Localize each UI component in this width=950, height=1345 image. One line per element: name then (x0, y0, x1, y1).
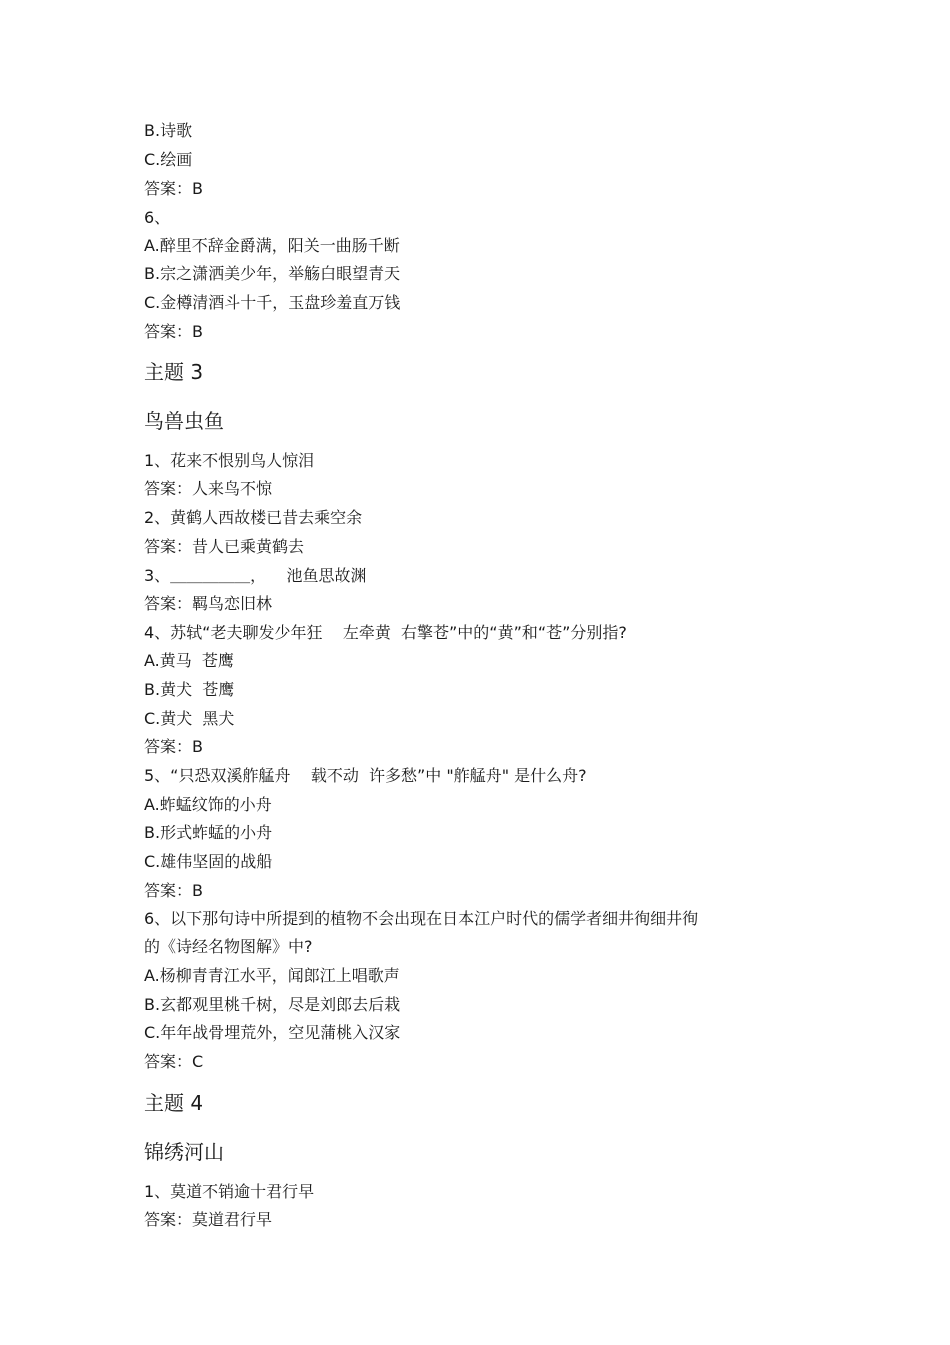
option-b: B.形式蚱蜢的小舟 (144, 823, 273, 842)
question-continued: 的《诗经名物图解》中? (144, 937, 313, 956)
topic-heading: 主题 4 (144, 1091, 204, 1115)
answer: 答案：B (144, 881, 203, 900)
topic-heading: 主题 3 (144, 360, 204, 384)
question: 5、“只恐双溪舴艋舟 载不动 许多愁”中 "舴艋舟" 是什么舟? (144, 766, 587, 785)
question: 6、以下那句诗中所提到的植物不会出现在日本江户时代的儒学者细井徇细井徇 (144, 909, 699, 928)
option-c: C.年年战骨埋荒外，空见蒲桃入汉家 (144, 1023, 401, 1042)
option-b: B.诗歌 (144, 121, 193, 140)
option-c: C.金樽清酒斗十千，玉盘珍羞直万钱 (144, 293, 401, 312)
answer: 答案：羁鸟恋旧林 (144, 594, 273, 613)
question: 1、花来不恨别鸟人惊泪 (144, 451, 315, 470)
option-b: B.宗之潇洒美少年，举觞白眼望青天 (144, 264, 401, 283)
option-a: A.醉里不辞金爵满，阳关一曲肠千断 (144, 236, 400, 255)
answer: 答案：B (144, 179, 203, 198)
answer: 答案：昔人已乘黄鹤去 (144, 537, 305, 556)
answer: 答案：B (144, 737, 203, 756)
option-c: C.黄犬 黑犬 (144, 709, 235, 728)
question: 4、苏轼“老夫聊发少年狂 左牵黄 右擎苍”中的“黄”和“苍”分别指? (144, 623, 627, 642)
answer: 答案：C (144, 1052, 204, 1071)
option-c: C.绘画 (144, 150, 193, 169)
option-b: B.玄都观里桃千树，尽是刘郎去后栽 (144, 995, 401, 1014)
topic-title: 锦绣河山 (144, 1140, 224, 1164)
answer: 答案：莫道君行早 (144, 1210, 273, 1229)
question: 2、黄鹤人西故楼已昔去乘空余 (144, 508, 363, 527)
answer: 答案：人来鸟不惊 (144, 479, 273, 498)
question: 6、 (144, 208, 171, 227)
option-b: B.黄犬 苍鹰 (144, 680, 235, 699)
question: 1、莫道不销逾十君行早 (144, 1182, 315, 1201)
topic-title: 鸟兽虫鱼 (144, 409, 224, 433)
option-a: A.蚱蜢纹饰的小舟 (144, 795, 272, 814)
option-c: C.雄伟坚固的战船 (144, 852, 273, 871)
question: 3、＿＿＿＿＿， 池鱼思故渊 (144, 566, 367, 585)
answer: 答案：B (144, 322, 203, 341)
option-a: A.杨柳青青江水平，闻郎江上唱歌声 (144, 966, 400, 985)
option-a: A.黄马 苍鹰 (144, 651, 234, 670)
